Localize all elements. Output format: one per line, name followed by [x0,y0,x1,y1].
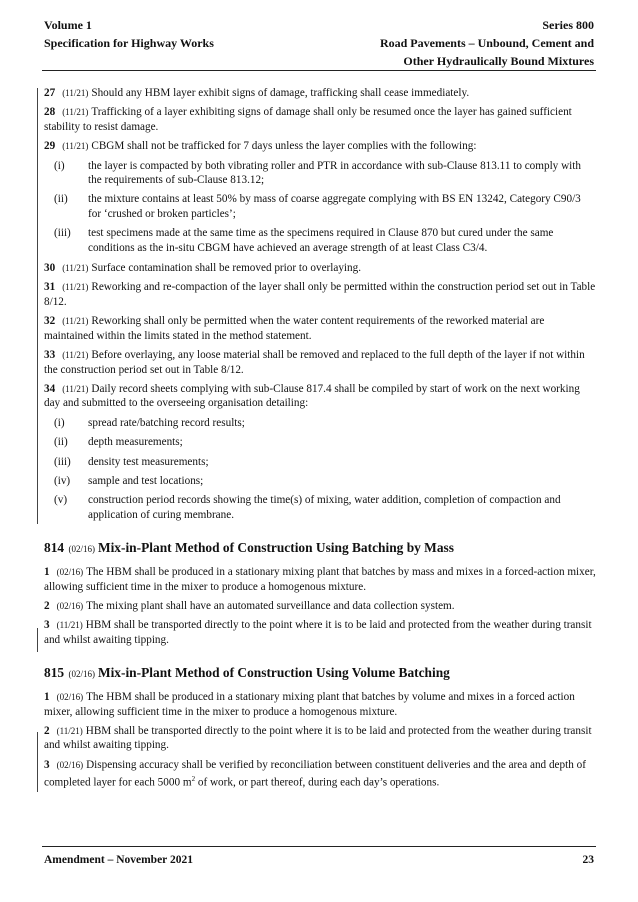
list-item: (iii) density test measurements; [54,455,209,468]
clause: 3 (02/16) Dispensing accuracy shall be verified by reconciliation between constituent deliveries and the area and depth of completed layer for each 5000 $m^2$ of work, or part thereof, during each day’s operations. [44,758,586,789]
clause: 31 (11/21) Reworking and re-compaction of the layer shall only be permitted within the construction period set out in Table 8/12. [44,281,596,308]
clause: 2 (02/16) The mixing plant shall have an automated surveillance and data collection system. [44,599,455,612]
list-item: (ii) the mixture contains at least 50% by mass of coarse aggregate complying with BS EN 13242, Category C90/3 for ‘crushed or broken particles’; [54,193,581,220]
section-heading-815: 815 (02/16) Mix-in-Plant Method of Construction Using Volume Batching [44,665,450,681]
footer-rule [42,846,596,847]
header-rule [42,70,596,71]
series-title-line2: Other Hydraulically Bound Mixtures [403,54,594,68]
clause: 1 (02/16) The HBM shall be produced in a stationary mixing plant that batches by mass and mixes in a forced-action mixer, allowing sufficient time in the mixer to produce a homogenous mixture. [44,566,596,593]
page-body [44,86,596,795]
series-label: Series 800 [542,18,594,32]
clause: 33 (11/21) Before overlaying, any loose material shall be removed and replaced to the full depth of the layer if not within the construction period set out in Table 8/12. [44,349,585,376]
clause-29-list [44,159,596,255]
clause: 29 (11/21) CBGM shall not be trafficked for 7 days unless the layer complies with the following: [44,140,477,153]
clause: 27 (11/21) Should any HBM layer exhibit signs of damage, trafficking shall cease immediately. [44,87,470,99]
document-title: Specification for Highway Works [44,36,214,50]
clause-34-list [44,416,596,522]
change-bar [37,732,38,792]
list-item: (v) construction period records showing the time(s) of mixing, water addition, completion of compaction and application of curing membrane. [54,494,561,521]
section-heading-814: 814 (02/16) Mix-in-Plant Method of Construction Using Batching by Mass [44,540,454,556]
list-item: (i) the layer is compacted by both vibrating roller and PTR in accordance with sub-Clause 813.11 to comply with the requirements of sub-Clause 813.12; [54,159,581,187]
clause: 34 (11/21) Daily record sheets complying with sub-Clause 817.4 shall be compiled by start of work on the next working day and submitted to the overseeing organisation detailing: [44,382,580,410]
clause: 1 (02/16) The HBM shall be produced in a stationary mixing plant that batches by volume and mixes in a forced action mixer, allowing sufficient time in the mixer to produce a homogenous mixture. [44,691,575,718]
running-header-left [44,16,214,52]
amendment-label: Amendment – November 2021 [44,854,193,866]
volume-label: Volume 1 [44,18,92,32]
clause: 2 (11/21) HBM shall be transported directly to the point where it is to be laid and protected from the weather during transit and whilst awaiting tipping. [44,725,592,752]
clause: 32 (11/21) Reworking shall only be permitted when the water content requirements of the reworked material are maintained within the limits stated in the method statement. [44,315,545,342]
list-item: (iii) test specimens made at the same time as the specimens required in Clause 870 but cured under the same conditions as the in-situ CBGM have achieved an average strength of at least Class C3/4. [54,227,554,254]
list-item: (ii) depth measurements; [54,436,183,449]
clause: 30 (11/21) Surface contamination shall be removed prior to overlaying. [44,262,362,275]
running-header-right [380,16,594,70]
clause: 3 (11/21) HBM shall be transported directly to the point where it is to be laid and protected from the weather during transit and whilst awaiting tipping. [44,619,592,646]
list-item: (i) spread rate/batching record results; [54,416,245,429]
list-item: (iv) sample and test locations; [54,474,204,487]
clause: 28 (11/21) Trafficking of a layer exhibiting signs of damage shall only be resumed once the layer has gained sufficient stability to resist damage. [44,106,572,133]
change-bar [37,628,38,652]
series-title-line1: Road Pavements – Unbound, Cement and [379,36,594,50]
change-bar [37,88,38,524]
page-number: 23 [582,854,594,866]
